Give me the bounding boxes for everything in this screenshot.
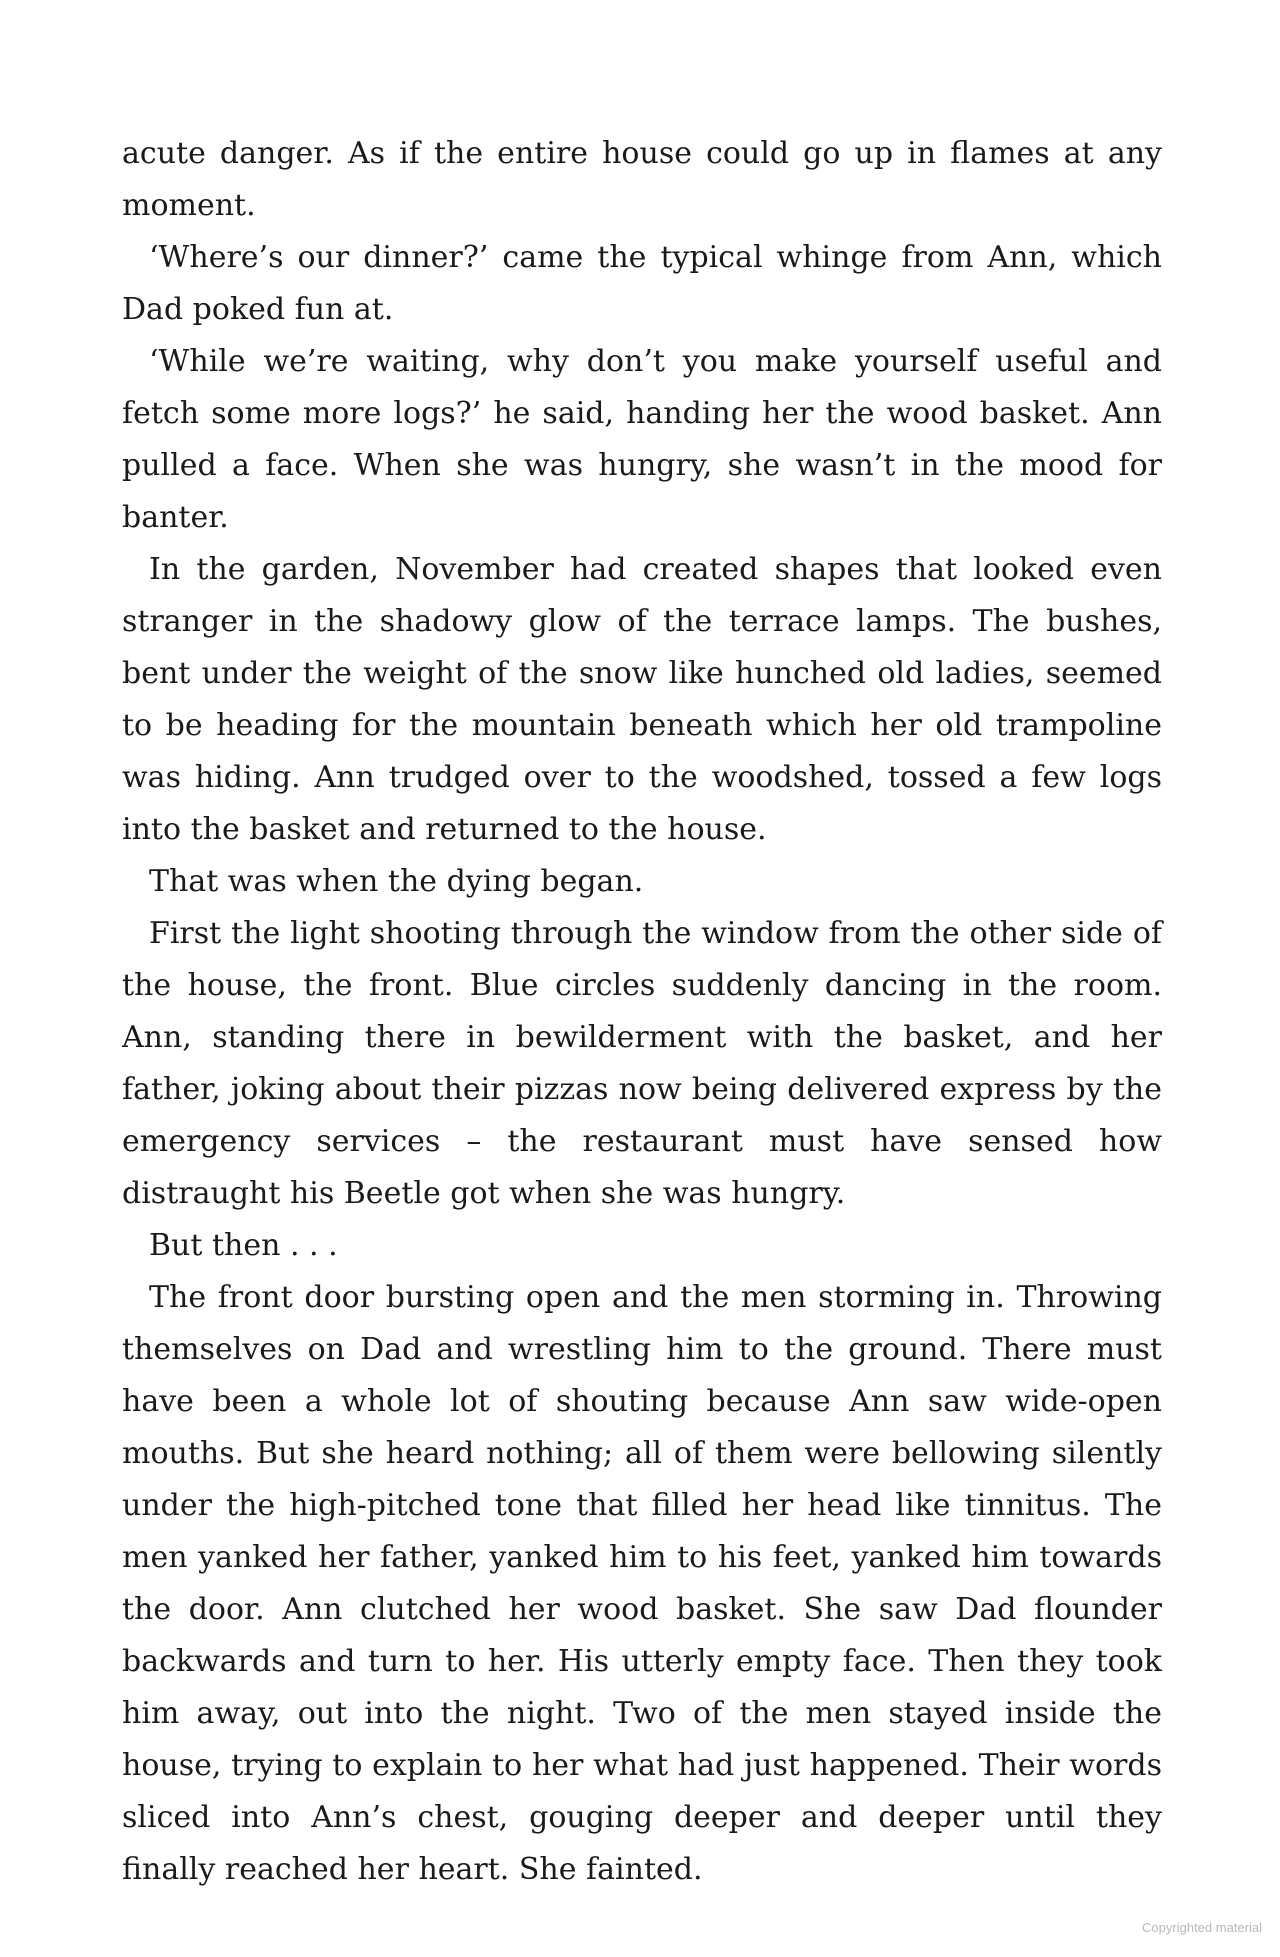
body-text	[122, 128, 1162, 1896]
copyright-watermark: Copyrighted material	[1142, 1920, 1262, 1935]
paragraph-continued: acute danger. As if the entire house could go up in flames at any moment.	[122, 136, 1162, 223]
paragraph: The front door bursting open and the men storming in. Throwing themselves on Dad and wrestling him to the ground. There must have been a whole lot of shouting because Ann saw wide-open mouths. But she heard nothing; all of them were bellowing silently under the high-pitched tone that filled her head like tinnitus. The men yanked her father, yanked him to his feet, yanked him towards the door. Ann clutched her wood basket. She saw Dad flounder backwards and turn to her. His utterly empty face. Then they took him away, out into the night. Two of the men stayed inside the house, trying to explain to her what had just happened. Their words sliced into Ann’s chest, gouging deeper and deeper until they finally reached her heart. She fainted.	[122, 1280, 1162, 1887]
paragraph: That was when the dying began.	[149, 864, 644, 899]
paragraph: First the light shooting through the window from the other side of the house, the front. Blue circles suddenly dancing in the room. Ann, standing there in bewilderment with the basket, and her father, joking about their pizzas now being delivered express by the emergency services – the restaurant must have sensed how distraught his Beetle got when she was hungry.	[122, 916, 1162, 1211]
paragraph: But then . . .	[149, 1228, 338, 1263]
paragraph: In the garden, November had created shapes that looked even stranger in the shadowy glow of the terrace lamps. The bushes, bent under the weight of the snow like hunched old ladies, seemed to be heading for the mountain beneath which her old trampoline was hiding. Ann trudged over to the woodshed, tossed a few logs into the basket and returned to the house.	[122, 552, 1162, 847]
paragraph: ‘Where’s our dinner?’ came the typical whinge from Ann, which Dad poked fun at.	[122, 240, 1162, 327]
paragraph: ‘While we’re waiting, why don’t you make yourself useful and fetch some more logs?’ he said, handing her the wood basket. Ann pulled a face. When she was hungry, she wasn’t in the mood for banter.	[122, 344, 1162, 535]
